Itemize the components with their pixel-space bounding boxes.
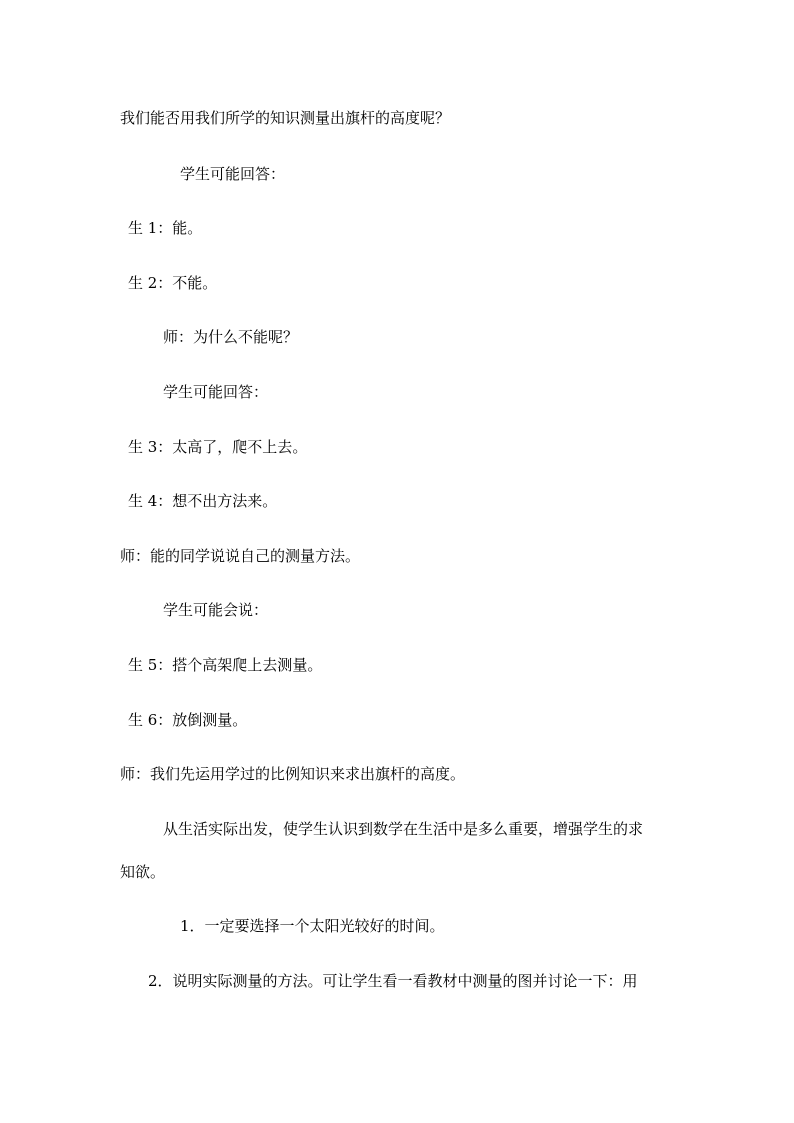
student-1-line: 生 1：能。 xyxy=(128,219,203,237)
student-2-line: 生 2：不能。 xyxy=(128,274,218,292)
paragraph-line-2: 知欲。 xyxy=(120,863,166,881)
student-6-line: 生 6：放倒测量。 xyxy=(128,711,248,729)
student-say-intro: 学生可能会说： xyxy=(163,601,269,619)
student-answer-intro: 学生可能回答： xyxy=(180,165,286,183)
paragraph-line-1: 从生活实际出发，使学生认识到数学在生活中是多么重要，增强学生的求 xyxy=(163,820,644,838)
student-5-line: 生 5：搭个高架爬上去测量。 xyxy=(128,656,323,674)
student-4-line: 生 4：想不出方法来。 xyxy=(128,492,278,510)
teacher-method-line: 师：能的同学说说自己的测量方法。 xyxy=(120,547,361,565)
student-answer-intro-2: 学生可能回答： xyxy=(163,383,269,401)
numbered-item-2: 2．说明实际测量的方法。可让学生看一看教材中测量的图并讨论一下：用 xyxy=(148,972,638,990)
student-3-line: 生 3：太高了，爬不上去。 xyxy=(128,438,308,456)
numbered-item-1: 1．一定要选择一个太阳光较好的时间。 xyxy=(180,917,445,935)
teacher-question-line: 师：为什么不能呢？ xyxy=(163,328,299,346)
teacher-ratio-line: 师：我们先运用学过的比例知识来求出旗杆的高度。 xyxy=(120,765,466,783)
question-line: 我们能否用我们所学的知识测量出旗杆的高度呢？ xyxy=(120,109,451,127)
